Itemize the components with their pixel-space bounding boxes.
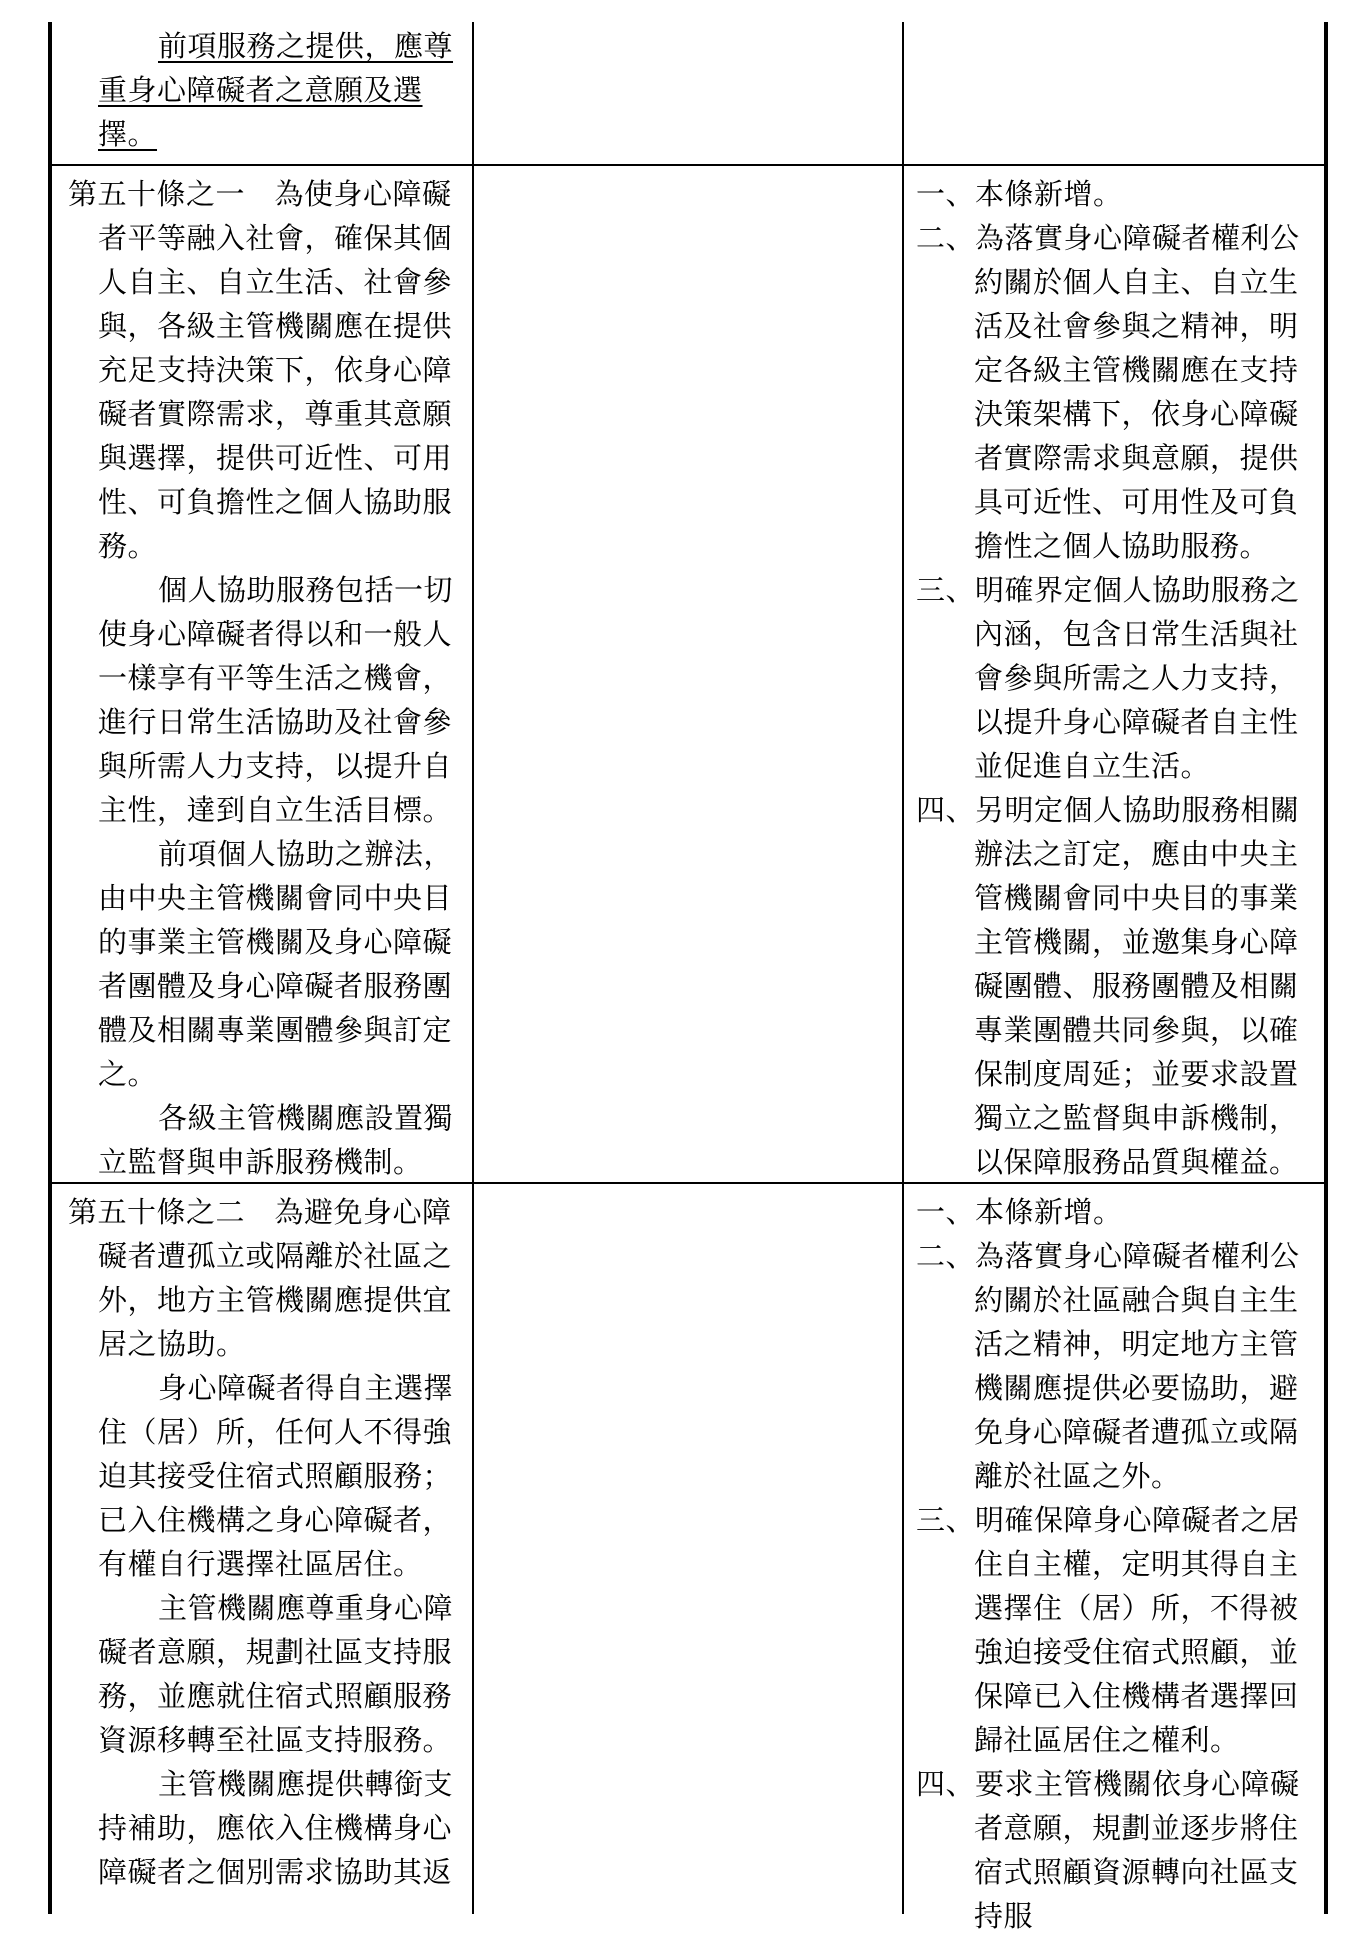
explanation-item: 三、明確保障身心障礙者之居住自主權，定明其得自主選擇住（居）所，不得被強迫接受住宿式照顧，並保障已入住機構者選擇回歸社區居住之權利。: [916, 1503, 1300, 1757]
paragraph: 各級主管機關應設置獨立監督與申訴服務機制。: [98, 1101, 454, 1179]
row-2-amendment-cell: [68, 1190, 464, 1894]
paragraph: 前項個人協助之辦法，由中央主管機關會同中央目的事業主管機關及身心障礙者團體及身心障礙者服務團體及相關專業團體參與訂定之。: [98, 837, 454, 1091]
explanation-item: 二、為落實身心障礙者權利公約關於個人自主、自立生活及社會參與之精神，明定各級主管機關應在支持決策架構下，依身心障礙者實際需求與意願，提供具可近性、可用性及可負擔性之個人協助服務。: [916, 221, 1300, 563]
article-heading-paragraph: 第五十條之二 為避免身心障礙者遭孤立或隔離於社區之外，地方主管機關應提供宜居之協助。: [68, 1195, 453, 1361]
row-1-amendment-cell: [68, 172, 464, 1184]
row-1-explanation-cell: [916, 172, 1316, 1184]
explanation-item: 四、另明定個人協助服務相關辦法之訂定，應由中央主管機關會同中央目的事業主管機關，並邀集身心障礙團體、服務團體及相關專業團體共同參與，以確保制度周延；並要求設置獨立之監督與申訴機制，以保障服務品質與權益。: [916, 793, 1300, 1179]
paragraph: 身心障礙者得自主選擇住（居）所，任何人不得強迫其接受住宿式照顧服務；已入住機構之身心障礙者，有權自行選擇社區居住。: [98, 1371, 454, 1581]
explanation-item: 四、要求主管機關依身心障礙者意願，規劃並逐步將住宿式照顧資源轉向社區支持服: [916, 1767, 1300, 1933]
comparison-table: [48, 22, 1328, 1933]
explanation-item: 二、為落實身心障礙者權利公約關於社區融合與自主生活之精神，明定地方主管機關應提供必要協助，避免身心障礙者遭孤立或隔離於社區之外。: [916, 1239, 1300, 1493]
table-border-left: [48, 22, 52, 1914]
explanation-item: 一、本條新增。: [916, 1195, 1123, 1229]
paragraph: 主管機關應尊重身心障礙者意願，規劃社區支持服務，並應就住宿式照顧服務資源移轉至社區支持服務。: [98, 1591, 454, 1757]
column-divider-1: [472, 22, 474, 1914]
row-0-amendment-cell: [68, 24, 464, 156]
explanation-item: 一、本條新增。: [916, 177, 1123, 211]
row-divider-1: [48, 164, 1328, 166]
row-2-explanation-cell: [916, 1190, 1316, 1938]
paragraph: 前項服務之提供，應尊重身心障礙者之意願及選擇。: [98, 29, 454, 151]
column-divider-2: [902, 22, 904, 1914]
article-heading-paragraph: 第五十條之一 為使身心障礙者平等融入社會，確保其個人自主、自立生活、社會參與，各級主管機關應在提供充足支持決策下，依身心障礙者實際需求，尊重其意願與選擇，提供可近性、可用性、可負擔性之個人協助服務。: [68, 177, 453, 563]
table-border-right: [1324, 22, 1328, 1914]
paragraph: 個人協助服務包括一切使身心障礙者得以和一般人一樣享有平等生活之機會，進行日常生活協助及社會參與所需人力支持，以提升自主性，達到自立生活目標。: [98, 573, 454, 827]
explanation-item: 三、明確界定個人協助服務之內涵，包含日常生活與社會參與所需之人力支持，以提升身心障礙者自主性並促進自立生活。: [916, 573, 1300, 783]
paragraph: 主管機關應提供轉銜支持補助，應依入住機構身心障礙者之個別需求協助其返: [98, 1767, 454, 1889]
